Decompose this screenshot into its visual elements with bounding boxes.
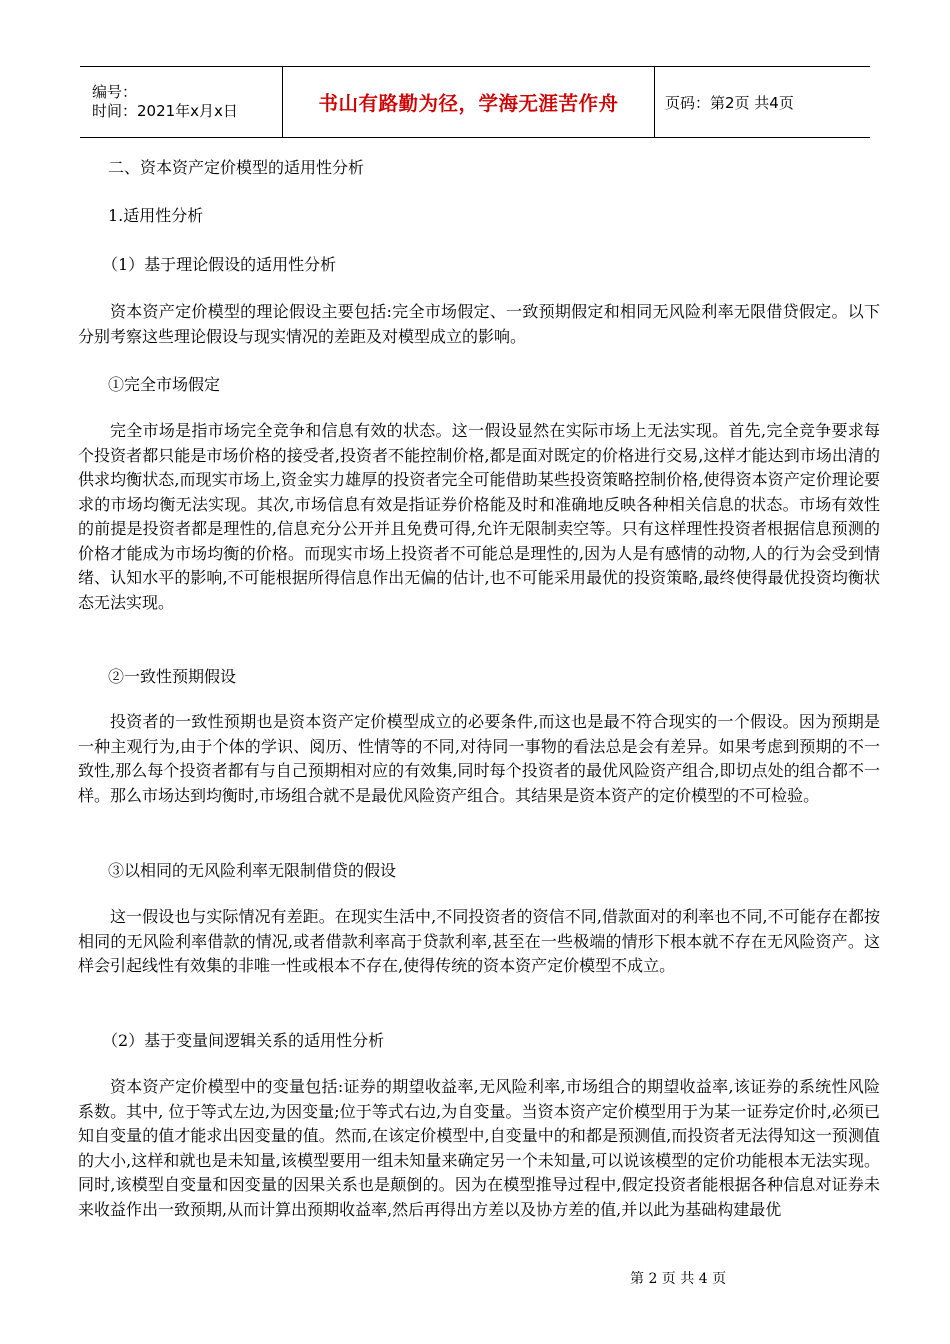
part2-paragraph: 资本资产定价模型中的变量包括:证券的期望收益率,无风险利率,市场组合的期望收益率,该证券的系统性风险系数。其中, 位于等式左边,为因变量;位于等式右边,为自变量。当资本资产定价模型用于为某一证券定价时,必须已知自变量的值才能求出因变量的值。然而,在该定价模型中,自变量中的和都是预测值,而投资者无法得知这一预测值的大小,这样和就也是未知量,该模型要用一组未知量来确定另一个未知量,可以说该模型的定价功能根本无法实现。同时,该模型自变量和因变量的因果关系也是颠倒的。因为在模型推导过程中,假定投资者能根据各种信息对证券未来收益作出一致预期,从而计算出预期收益率,然后再得出方差以及协方差的值,并以此为基础构建最优 bbox=[78, 1077, 880, 1219]
item3-paragraph: 这一假设也与实际情况有差距。在现实生活中,不同投资者的资信不同,借款面对的利率也不同,不可能存在都按相同的无风险利率借款的情况,或者借款利率高于贷款利率,甚至在一些极端的情形下根本就不存在无风险资产。这样会引起线性有效集的非唯一性或根本不存在,使得传统的资本资产定价模型不成立。 bbox=[78, 907, 880, 975]
header-motto: 书山有路勤为径，学海无涯苦作舟 bbox=[282, 67, 655, 137]
item2-title: ②一致性预期假设 bbox=[108, 667, 237, 686]
header-meta bbox=[80, 67, 282, 137]
item2-paragraph: 投资者的一致性预期也是资本资产定价模型成立的必要条件,而这也是最不符合现实的一个假设。因为预期是一种主观行为,由于个体的学识、阅历、性情等的不同,对待同一事物的看法总是会有差异。如果考虑到预期的不一致性,那么每个投资者都有与自己预期相对应的有效集,同时每个投资者的最优风险资产组合,即切点处的组合都不一样。那么市场达到均衡时,市场组合就不是最优风险资产组合。其结果是资本资产的定价模型的不可检验。 bbox=[78, 712, 880, 805]
page-footer: 第 2 页 共 4 页 bbox=[630, 1271, 727, 1287]
item3-title: ③以相同的无风险利率无限制借贷的假设 bbox=[108, 861, 397, 880]
part1-title: （1）基于理论假设的适用性分析 bbox=[102, 255, 337, 274]
subsection-title: 1.适用性分析 bbox=[108, 206, 204, 225]
part2-title: （2）基于变量间逻辑关系的适用性分析 bbox=[102, 1031, 385, 1050]
intro-paragraph: 资本资产定价模型的理论假设主要包括:完全市场假定、一致预期假定和相同无风险利率无限借贷假定。以下分别考察这些理论假设与现实情况的差距及对模型成立的影响。 bbox=[78, 302, 880, 346]
header-page-info: 页码：第2页 共4页 bbox=[665, 93, 794, 112]
section-title: 二、资本资产定价模型的适用性分析 bbox=[108, 158, 365, 177]
document-number-label: 编号： bbox=[92, 83, 138, 101]
item1-paragraph: 完全市场是指市场完全竞争和信息有效的状态。这一假设显然在实际市场上无法实现。首先,完全竞争要求每个投资者都只能是市场价格的接受者,投资者不能控制价格,都是面对既定的价格进行交易,这样才能达到市场出清的供求均衡状态,而现实市场上,资金实力雄厚的投资者完全可能借助某些投资策略控制价格,使得资本资产定价理论要求的市场均衡无法实现。其次,市场信息有效是指证券价格能及时和准确地反映各种相关信息的状态。市场有效性的前提是投资者都是理性的,信息充分公开并且免费可得,允许无限制卖空等。只有这样理性投资者根据信息预测的价格才能成为市场均衡的价格。而现实市场上投资者不可能总是理性的,因为人是有感情的动物,人的行为会受到情绪、认知水平的影响,不可能根据所得信息作出无偏的估计,也不可能采用最优的投资策略,最终使得最优投资均衡状态无法实现。 bbox=[78, 421, 880, 612]
document-date-label: 时间：2021年x月x日 bbox=[92, 102, 238, 120]
item1-title: ①完全市场假定 bbox=[108, 375, 221, 394]
page-header bbox=[80, 66, 870, 138]
